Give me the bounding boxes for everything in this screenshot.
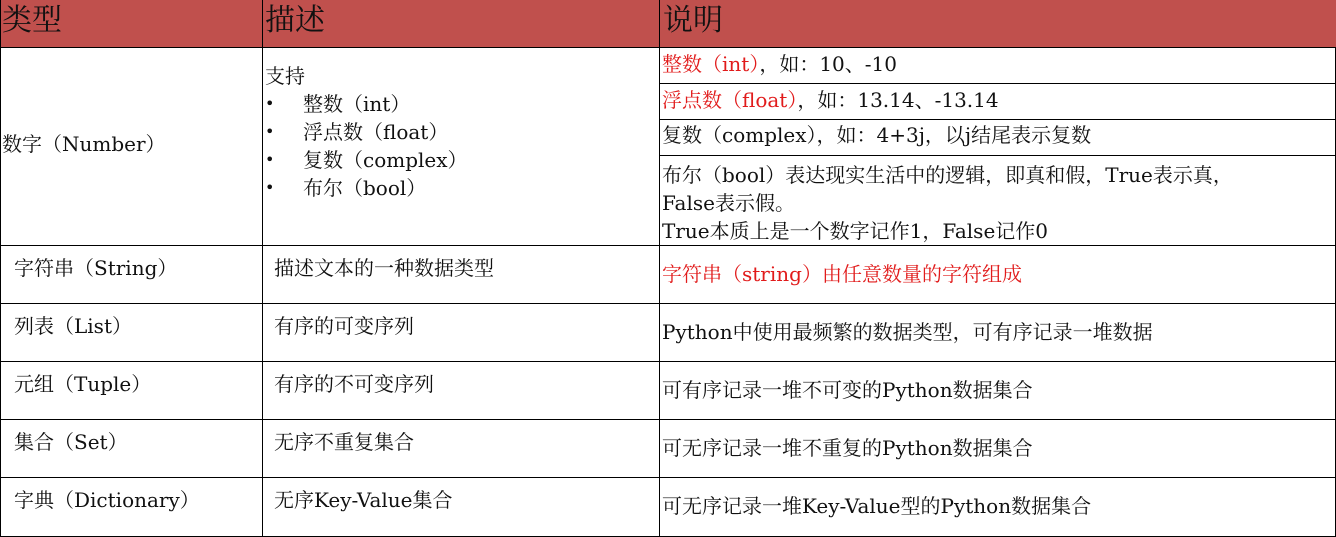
number-desc-title: 支持 [265, 64, 305, 88]
list-item: • 整数（int） [265, 92, 411, 116]
set-desc-cell [262, 432, 659, 452]
list-desc-cell [262, 316, 659, 336]
tuple-type-label: 元组（Tuple） [14, 372, 152, 396]
string-type-label: 字符串（String） [14, 256, 178, 280]
float-note-highlight: 浮点数（float） [662, 88, 798, 112]
list-type-label: 列表（List） [14, 314, 132, 338]
list-item: • 布尔（bool） [265, 176, 427, 200]
header-cell-type [0, 0, 262, 47]
dict-desc-cell [262, 490, 659, 510]
bool-note-line-3: True本质上是一个数字记作1，False记作0 [662, 219, 1049, 243]
string-note-text: 字符串（string）由任意数量的字符组成 [662, 262, 1022, 286]
grid-line [659, 0, 660, 537]
list-desc-label: 有序的可变序列 [274, 314, 414, 338]
grid-line [0, 361, 1336, 362]
float-note-text: ，如：13.14、-13.14 [797, 88, 999, 112]
list-item: • 浮点数（float） [265, 120, 449, 144]
dict-note-text: 可无序记录一堆Key-Value型的Python数据集合 [662, 494, 1092, 518]
set-desc-label: 无序不重复集合 [274, 430, 414, 454]
dict-type-cell [0, 490, 262, 510]
dict-note-cell [659, 496, 1336, 516]
list-item: • 复数（complex） [265, 148, 468, 172]
set-type-label: 集合（Set） [14, 430, 128, 454]
int-note-highlight: 整数（int） [662, 52, 760, 76]
bool-note-line-2: False表示假。 [662, 191, 795, 215]
list-note-text: Python中使用最频繁的数据类型，可有序记录一堆数据 [662, 320, 1153, 344]
grid-line [0, 477, 1336, 478]
float-note-cell [659, 90, 1336, 110]
bullet-icon: • [265, 94, 275, 113]
header-type-label: 类型 [2, 3, 62, 38]
int-note-cell [659, 54, 1336, 74]
list-note-cell [659, 322, 1336, 342]
number-desc-cell [262, 62, 659, 202]
grid-line [659, 155, 1336, 156]
set-note-text: 可无序记录一堆不重复的Python数据集合 [662, 436, 1033, 460]
grid-line [0, 0, 1, 537]
complex-note-text: 复数（complex），如：4+3j，以j结尾表示复数 [662, 123, 1092, 147]
set-type-cell [0, 432, 262, 452]
int-note-text: ，如：10、-10 [759, 52, 897, 76]
bullet-icon: • [265, 122, 275, 141]
tuple-note-cell [659, 380, 1336, 400]
grid-line [659, 119, 1336, 120]
dict-type-label: 字典（Dictionary） [14, 488, 200, 512]
grid-line [262, 0, 263, 537]
bool-note-line-1: 布尔（bool）表达现实生活中的逻辑，即真和假，True表示真， [662, 163, 1233, 187]
string-desc-cell [262, 258, 659, 278]
grid-line [0, 47, 1336, 48]
grid-line [659, 83, 1336, 84]
header-cell-explanation [659, 0, 1336, 47]
tuple-type-cell [0, 374, 262, 394]
tuple-note-text: 可有序记录一堆不可变的Python数据集合 [662, 378, 1033, 402]
header-description-label: 描述 [265, 3, 325, 38]
dict-desc-label: 无序Key-Value集合 [274, 488, 453, 512]
string-note-cell [659, 264, 1336, 284]
bullet-icon: • [265, 150, 275, 169]
header-explanation-label: 说明 [663, 3, 723, 38]
grid-line [0, 419, 1336, 420]
bullet-icon: • [265, 178, 275, 197]
complex-note-cell [659, 125, 1336, 145]
number-type-label: 数字（Number） [2, 132, 166, 156]
string-type-cell [0, 258, 262, 278]
bool-note-cell [659, 161, 1336, 245]
grid-line [0, 245, 1336, 246]
set-note-cell [659, 438, 1336, 458]
number-type-cell [0, 134, 262, 154]
header-cell-description [262, 0, 659, 47]
list-type-cell [0, 316, 262, 336]
number-subtype-list [265, 90, 659, 202]
tuple-desc-cell [262, 374, 659, 394]
grid-line [0, 303, 1336, 304]
string-desc-label: 描述文本的一种数据类型 [274, 256, 494, 280]
tuple-desc-label: 有序的不可变序列 [274, 372, 434, 396]
